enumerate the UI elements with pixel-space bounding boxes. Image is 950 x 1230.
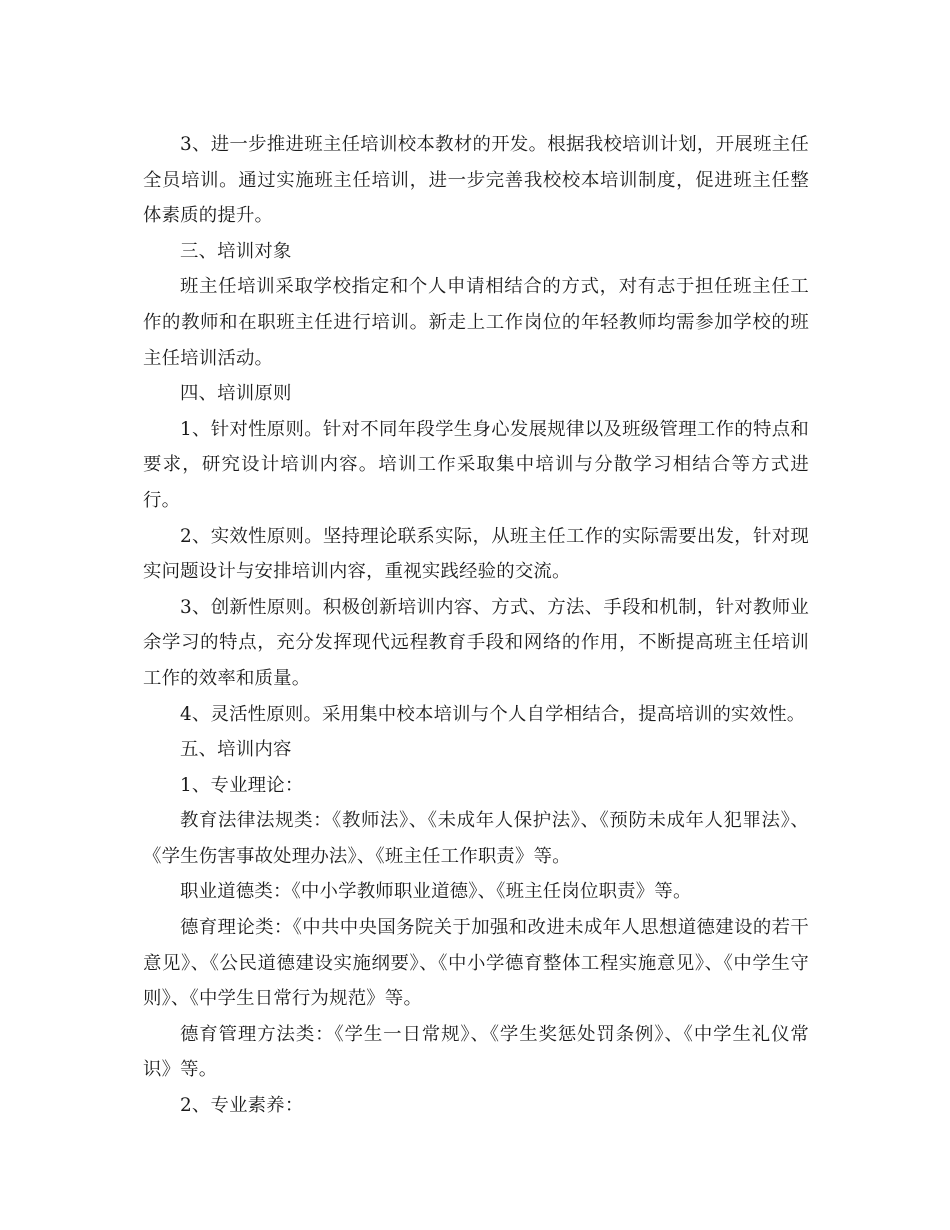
heading-training-content: 五、培训内容 — [180, 739, 292, 761]
paragraph-principle-innovation: 3、创新性原则。积极创新培训内容、方式、方法、手段和机制，针对教师业余学习的特点，充分发挥现代远程教育手段和网络的作用，不断提高班主任培训工作的效率和质量。 — [143, 596, 809, 689]
paragraph-training-material: 3、进一步推进班主任培训校本教材的开发。根据我校培训计划，开展班主任全员培训。通过实施班主任培训，进一步完善我校校本培训制度，促进班主任整体素质的提升。 — [143, 134, 809, 227]
paragraph-moral-management: 德育管理方法类：《学生一日常规》、《学生奖惩处罚条例》、《中学生礼仪常识》等。 — [143, 1023, 809, 1081]
paragraph-training-target: 班主任培训采取学校指定和个人申请相结合的方式，对有志于担任班主任工作的教师和在职班主任进行培训。新走上工作岗位的年轻教师均需参加学校的班主任培训活动。 — [143, 276, 809, 369]
paragraph-moral-theory: 德育理论类：《中共中央国务院关于加强和改进未成年人思想道德建设的若干意见》、《公民道德建设实施纲要》、《中小学德育整体工程实施意见》、《中学生守则》、《中学生日常行为规范》等。 — [143, 917, 809, 1010]
heading-training-target: 三、培训对象 — [180, 240, 292, 262]
paragraph-principle-flexibility: 4、灵活性原则。采用集中校本培训与个人自学相结合，提高培训的实效性。 — [180, 703, 806, 725]
paragraph-principle-effectiveness: 2、实效性原则。坚持理论联系实际，从班主任工作的实际需要出发，针对现实问题设计与安排培训内容，重视实践经验的交流。 — [143, 525, 809, 583]
paragraph-principle-targeted: 1、针对性原则。针对不同年段学生身心发展规律以及班级管理工作的特点和要求，研究设计培训内容。培训工作采取集中培训与分散学习相结合等方式进行。 — [143, 418, 809, 511]
paragraph-education-law: 教育法律法规类：《教师法》、《未成年人保护法》、《预防未成年人犯罪法》、《学生伤害事故处理办法》、《班主任工作职责》等。 — [143, 810, 809, 867]
subheading-professional-quality: 2、专业素养： — [180, 1095, 304, 1117]
subheading-professional-theory: 1、专业理论： — [180, 774, 304, 796]
paragraph-professional-ethics: 职业道德类：《中小学教师职业道德》、《班主任岗位职责》等。 — [180, 881, 692, 903]
heading-training-principles: 四、培训原则 — [180, 383, 292, 405]
document-body — [143, 127, 809, 1124]
